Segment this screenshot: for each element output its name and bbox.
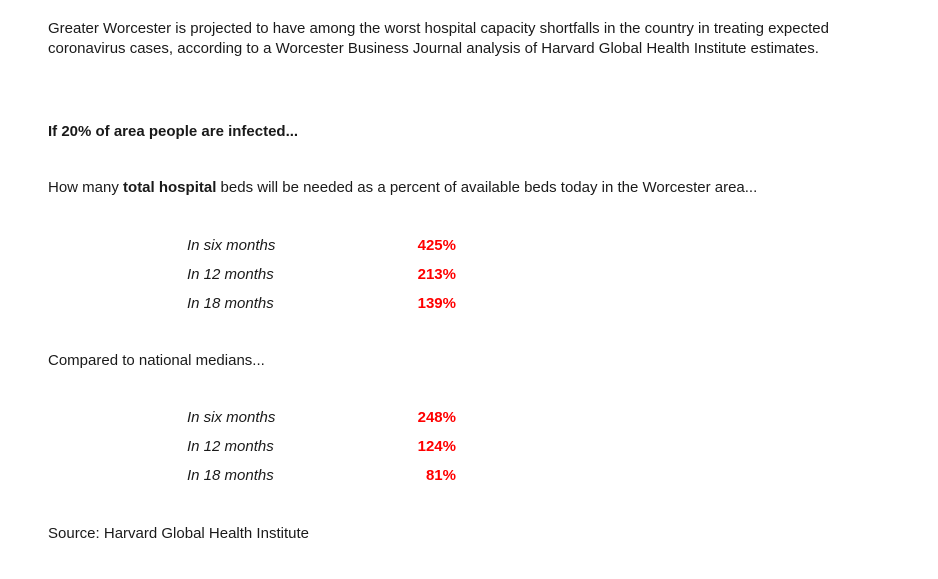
source-note: Source: Harvard Global Health Institute [48, 525, 309, 542]
stat-label: In 12 months [187, 438, 274, 455]
stat-value: 213% [417, 266, 456, 283]
stat-label: In 18 months [187, 295, 274, 312]
stat-row [187, 466, 467, 495]
stat-label: In 12 months [187, 266, 274, 283]
stat-value: 124% [417, 438, 456, 455]
national-comparison-heading: Compared to national medians... [48, 352, 265, 369]
stat-row [187, 437, 467, 466]
question-emphasis: total hospital [123, 179, 217, 196]
question-prefix: How many [48, 179, 124, 196]
stat-value: 248% [417, 409, 456, 426]
stat-row [187, 408, 467, 437]
question-suffix: beds will be needed as a percent of available beds today in the Worcester area... [216, 179, 758, 196]
stat-label: In six months [187, 237, 276, 254]
stat-value: 425% [417, 237, 456, 254]
stat-label: In six months [187, 409, 276, 426]
local-stats [187, 236, 467, 323]
stat-row [187, 294, 467, 323]
national-stats [187, 408, 467, 495]
stat-row [187, 265, 467, 294]
stat-value: 81% [425, 467, 456, 484]
document-page [48, 0, 928, 579]
stat-value: 139% [417, 295, 456, 312]
intro-paragraph: Greater Worcester is projected to have among the worst hospital capacity shortfalls in the country in treating expected coronavirus cases, according to a Worcester Business Journal analysis of Harvard Global Health Institute estimates. [48, 20, 829, 57]
scenario-heading: If 20% of area people are infected... [48, 123, 299, 140]
stat-label: In 18 months [187, 467, 274, 484]
stat-row [187, 236, 467, 265]
beds-question [48, 178, 757, 198]
